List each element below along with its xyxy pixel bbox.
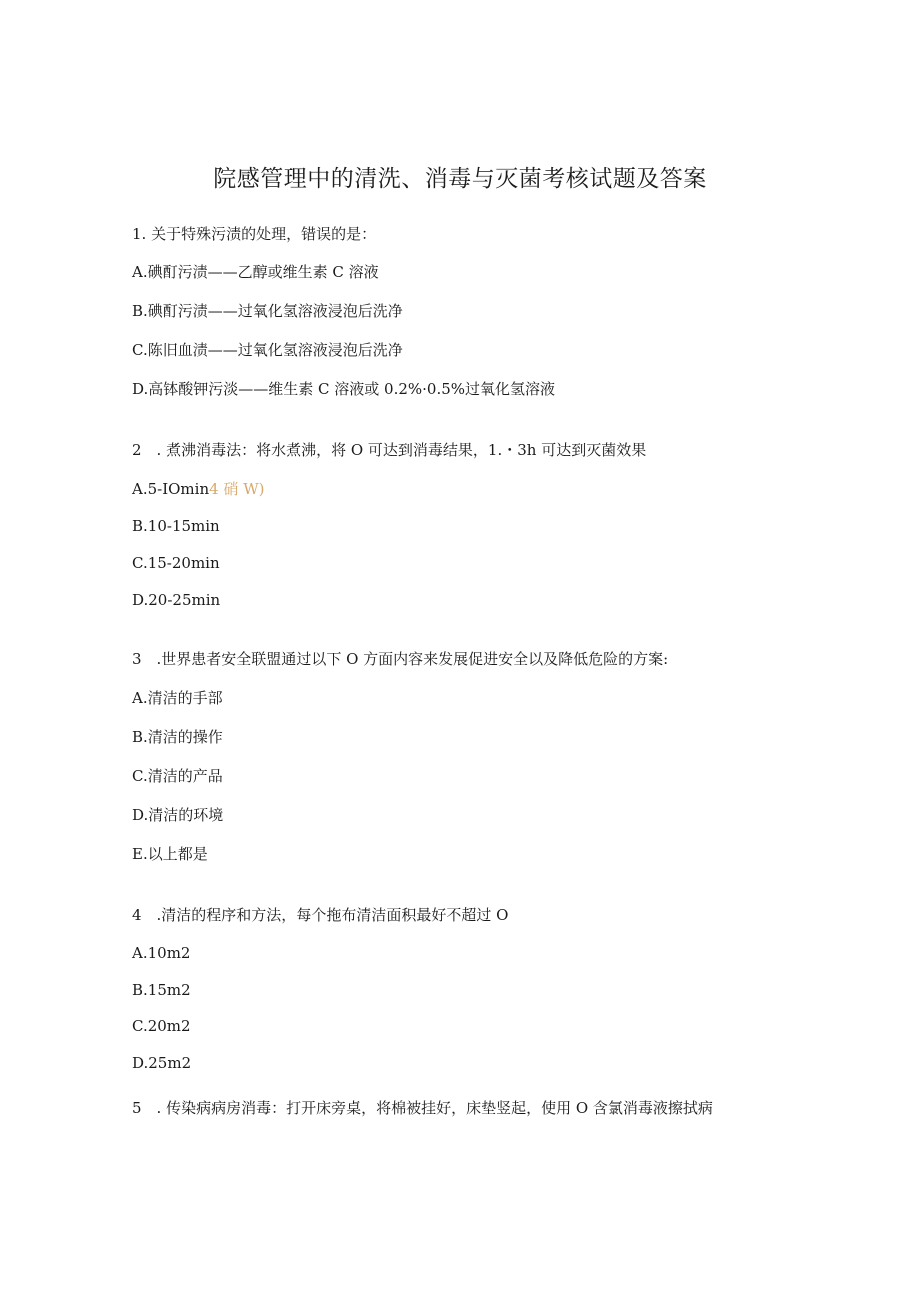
question-4-option-a: A.10m2 — [132, 944, 191, 962]
question-1-option-a: A.碘酊污渍——乙醇或维生素 C 溶液 — [132, 263, 379, 281]
question-2-option-d: D.20-25min — [132, 591, 221, 609]
document-title: 院感管理中的清洗、消毒与灭菌考核试题及答案 — [213, 166, 707, 192]
question-4-option-c: C.20m2 — [132, 1017, 191, 1035]
question-2-option-c: C.15-20min — [132, 554, 220, 572]
handwritten-annotation: 4 硝 W) — [209, 480, 265, 498]
question-4-stem: 4 .清洁的程序和方法，每个拖布清洁面积最好不超过 O — [132, 906, 509, 924]
question-3-option-c: C.清洁的产品 — [132, 767, 223, 785]
question-4-option-d: D.25m2 — [132, 1054, 192, 1072]
question-5-stem: 5 . 传染病病房消毒：打开床旁桌，将棉被挂好，床垫竖起，使用 O 含氯消毒液擦拭病 — [132, 1099, 713, 1117]
question-3-option-b: B.清洁的操作 — [132, 728, 223, 746]
question-1-option-c: C.陈旧血渍——过氧化氢溶液浸泡后洗净 — [132, 341, 403, 359]
question-1-option-b: B.碘酊污渍——过氧化氢溶液浸泡后洗净 — [132, 302, 403, 320]
question-3-stem: 3 .世界患者安全联盟通过以下 O 方面内容来发展促进安全以及降低危险的方案: — [132, 650, 669, 668]
question-2-stem: 2 . 煮沸消毒法：将水煮沸，将 O 可达到消毒结果，1.・3h 可达到灭菌效果 — [132, 441, 647, 459]
question-2-option-a — [132, 479, 264, 499]
question-3-option-a: A.清洁的手部 — [132, 689, 223, 707]
question-3-option-e: E.以上都是 — [132, 845, 208, 863]
question-2-option-a-text: A.5-IOmin — [132, 480, 210, 498]
question-3-option-d: D.清洁的环境 — [132, 806, 224, 824]
question-4-option-b: B.15m2 — [132, 981, 191, 999]
question-1-option-d: D.高钵酸钾污淡——维生素 C 溶液或 0.2%·0.5%过氧化氢溶液 — [132, 380, 556, 398]
question-2-option-b: B.10-15min — [132, 517, 220, 535]
question-1-stem: 1. 关于特殊污渍的处理，错误的是： — [132, 225, 377, 243]
